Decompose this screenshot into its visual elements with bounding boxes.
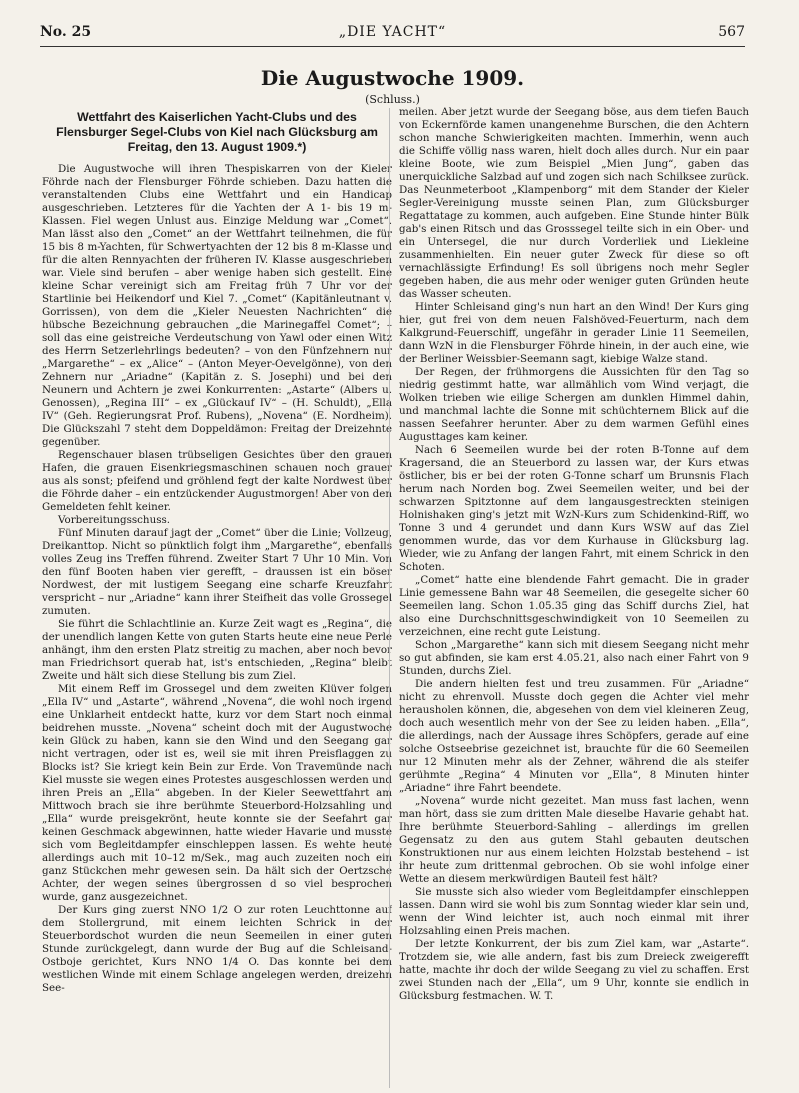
journal-name: „DIE YACHT“ [338, 24, 447, 40]
paragraph: Sie musste sich also wieder vom Begleitdampfer einschleppen lassen. Dann wird sie wohl bis zum Sonntag wieder klar sein und, wenn der Wind leichter ist, auch noch einmal mit ihrer Holzsahling einen Preis machen. [399, 886, 749, 937]
paragraph: Die andern hielten fest und treu zusammen. Für „Ariadne“ nicht zu ehrenvoll. Musste doch gegen die Achter viel mehr herausholen können, die, abgesehen von dem viel kleineren Zeug, doch auch wesentlich mehr von der See zu leiden haben. „Ella“, die allerdings, nach der Aussage ihres Schöpfers, gerade auf eine solche Ostseebrise gezeichnet ist, brauchte für die 60 Seemeilen nur 12 Minuten mehr als der Zehner, während die als steifer gerühmte „Regina“ 4 Minuten vor „Ella“, 8 Minuten hinter „Ariadne“ ihre Fahrt beendete. [399, 678, 749, 794]
paragraph: Fünf Minuten darauf jagt der „Comet“ über die Linie; Vollzeug, Dreikanttop. Nicht so pünktlich folgt ihm „Margarethe“, ebenfalls volles Zeug ins Treffen führend. Zweiter Start 7 Uhr 10 Min. Von den fünf Booten haben vier gerefft, – draussen ist ein böser Nordwest, der mit lustigem Seegang eine scharfe Kreuzfahrt verspricht – nur „Ariadne“ kann ihrer Steifheit das volle Grossegel zumuten. [42, 527, 392, 617]
paragraph: Die Augustwoche will ihren Thespiskarren von der Kieler Föhrde nach der Flensburger Föhrde schieben. Dazu hatten die veranstaltenden Clubs eine Wettfahrt und ein Handicap ausgeschrieben. Letzteres für die Yachten der A 1- bis 19 m-Klassen. Fiel wegen Unlust aus. Einzige Meldung war „Comet“. Man lässt also den „Comet“ an der Wettfahrt teilnehmen, die für 15 bis 8 m-Yachten, für Schwertyachten der 12 bis 8 m-Klasse und für die alten Rennyachten der früheren IV. Klasse ausgeschrieben war. Viele sind berufen – aber wenige haben sich gestellt. Eine kleine Schar vereinigt sich am Freitag früh 7 Uhr vor der Startlinie bei Heikendorf und Kiel 7. „Comet“ (Kapitänleutnant v. Gorrissen), von dem die „Kieler Neuesten Nachrichten“ die hübsche Bezeichnung gebrauchen „die Marinegaffel Comet“; – soll das eine geistreiche Verdeutschung von Yawl oder einen Witz des Herrn Setzerlehrlings bedeuten? – von den Fünfzehnern nur „Margarethe“ – ex „Alice“ – (Anton Meyer-Oevelgönne), von den Zehnern nur „Ariadne“ (Kapitän z. S. Josephi) und bei den Neunern und Achtern je zwei Konkurrenten: „Astarte“ (Albers u. Genossen), „Regina III“ – ex „Glückauf IV“ – (H. Schuldt), „Ella IV“ (Geh. Regierungsrat Prof. Rubens), „Novena“ (E. Nordheim). Die Glückszahl 7 steht dem Doppeldämon: Freitag der Dreizehnte gegenüber. [42, 163, 392, 448]
page-number: 567 [718, 24, 745, 40]
paragraph: Mit einem Reff im Grossegel und dem zweiten Klüver folgen „Ella IV“ und „Astarte“, während „Novena“, die wohl noch irgend eine Unklarheit entdeckt hatte, kurz vor dem Start noch einmal beidrehen musste. „Novena“ scheint doch mit der Augustwoche kein Glück zu haben, kann sie den Wind und den Seegang gar nicht vertragen, oder ist es, weil sie mit ihren Preisflaggen zu Blocks ist? Sie kriegt kein Bein zur Erde. Von Travemünde nach Kiel musste sie wegen eines Protestes ausgeschlossen werden und ihren Preis an „Ella“ abgeben. In der Kieler Seewettfahrt am Mittwoch brach sie ihre berühmte Steuerbord-Holzsahling und „Ella“ wurde preisgekrönt, heute konnte sie der Seefahrt gar keinen Geschmack abgewinnen, hatte wieder Havarie und musste sich vom Begleitdampfer einschleppen lassen. Es wehte heute allerdings auch mit 10–12 m/Sek., mag auch zuzeiten noch ein ganz Stückchen mehr gewesen sein. Da hält sich der Oertzsche Achter, der wegen seines übergrossen d so viel besprochen wurde, ganz ausgezeichnet. [42, 683, 392, 903]
header-rule [40, 46, 745, 47]
right-column [399, 106, 749, 1091]
paragraph: Hinter Schleisand ging's nun hart an den Wind! Der Kurs ging hier, gut frei von dem neuen Falshöved-Feuerturm, nach dem Kalkgrund-Feuerschiff, ungefähr in gerader Linie 11 Seemeilen, dann WzN in die Flensburger Föhrde hinein, in der auch eine, wie der Berliner Weissbier-Seemann sagt, kiebige Walze stand. [399, 301, 749, 365]
column-divider [389, 108, 390, 1088]
paragraph: meilen. Aber jetzt wurde der Seegang böse, aus dem tiefen Bauch von Eckernförde kamen unangenehme Burschen, die den Achtern schon manche Schwierigkeiten machten. Immerhin, wenn auch die Schiffe völlig nass waren, hielt doch alles durch. Nur ein paar kleine Boote, wie zum Beispiel „Mien Jung“, gaben das unerquickliche Salzbad auf und zogen sich nach Schilksee zurück. Das Neunmeterboot „Klampenborg“ mit dem Stander der Kieler Segler-Vereinigung musste seinen Plan, zum Glücksburger Regattatage zu kommen, auch aufgeben. Eine Stunde hinter Bülk gab's einen Ritsch und das Grosssegel teilte sich in ein Ober- und ein Untersegel, die nur durch Vorderliek und Liekleine zusammenhielten. Ein neuer guter Zweck für diese so oft vernachlässigte Erfindung! Es soll übrigens noch mehr Segler gegeben haben, die aus mehr oder weniger guten Gründen heute das Wasser scheuten. [399, 106, 749, 300]
paragraph: Der Kurs ging zuerst NNO 1/2 O zur roten Leuchttonne auf dem Stollergrund, mit einem leichten Schrick in der Steuerbordschot wurden die neun Seemeilen in einer guten Stunde zurückgelegt, dann wurde der Bug auf die Schleisand-Ostboje gerichtet, Kurs NNO 1/4 O. Das konnte bei dem westlichen Winde mit einem Schlage angelegen werden, dreizehn See- [42, 904, 392, 994]
left-column [42, 110, 392, 1090]
issue-number: No. 25 [40, 24, 92, 40]
section-title: Wettfahrt des Kaiserlichen Yacht-Clubs und des Flensburger Segel-Clubs von Kiel nach Glücksburg am Freitag, den 13. August 1909.*) [56, 110, 378, 154]
paragraph: Sie führt die Schlachtlinie an. Kurze Zeit wagt es „Regina“, die der unendlich langen Kette von guten Starts heute eine neue Perle anhängt, ihm den ersten Platz streitig zu machen, aber noch bevor man Friedrichsort querab hat, ist's entschieden, „Regina“ bleibt Zweite und hält sich diese Stellung bis zum Ziel. [42, 618, 392, 682]
paragraph: „Novena“ wurde nicht gezeitet. Man muss fast lachen, wenn man hört, dass sie zum dritten Male dieselbe Havarie gehabt hat. Ihre berühmte Steuerbord-Sahling – allerdings im grellen Gegensatz zu den aus gutem Stahl gebauten deutschen Konstruktionen nur aus einem leichten Holzstab bestehend – ist ihr heute zum drittenmal gebrochen. Ob sie wohl infolge einer Wette an diesem merkwürdigen Bauteil fest hält? [399, 795, 749, 885]
paragraph: Regenschauer blasen trübseligen Gesichtes über den grauen Hafen, die grauen Eisenkriegsmaschinen schauen noch grauer aus als sonst; pfeifend und gröhlend fegt der kalte Nordwest über die Föhrde daher – ein entzückender Augustmorgen! Aber von den Gemeldeten fehlt keiner. [42, 449, 392, 513]
paragraph: „Comet“ hatte eine blendende Fahrt gemacht. Die in grader Linie gemessene Bahn war 48 Seemeilen, die gesegelte sicher 60 Seemeilen lang. Schon 1.05.35 ging das Schiff durchs Ziel, hat also eine Durchschnittsgeschwindigkeit von 10 Seemeilen zu verzeichnen, eine recht gute Leistung. [399, 574, 749, 638]
paragraph: Schon „Margarethe“ kann sich mit diesem Seegang nicht mehr so gut abfinden, sie kam erst 4.05.21, also nach einer Fahrt von 9 Stunden, durchs Ziel. [399, 639, 749, 677]
paragraph: Der Regen, der frühmorgens die Aussichten für den Tag so niedrig gestimmt hatte, war allmählich vom Wind verjagt, die Wolken trieben wie eilige Schergen am dunklen Himmel dahin, und manchmal lachte die Sonne mit schüchternem Blick auf die nassen Seefahrer herunter. Aber zu dem warmen Gefühl eines Augusttages kam keiner. [399, 366, 749, 443]
paragraph: Der letzte Konkurrent, der bis zum Ziel kam, war „Astarte“. Trotzdem sie, wie alle andern, fast bis zum Dreieck zweigerefft hatte, machte ihr doch der wilde Seegang zu viel zu schaffen. Erst zwei Stunden nach der „Ella“, um 9 Uhr, konnte sie endlich in Glücksburg festmachen. W. T. [399, 938, 749, 1002]
article-subtitle: (Schluss.) [365, 93, 420, 106]
article-title: Die Augustwoche 1909. [260, 66, 525, 90]
page-header [40, 24, 745, 44]
paragraph: Nach 6 Seemeilen wurde bei der roten B-Tonne auf dem Kragersand, die an Steuerbord zu lassen war, der Kurs etwas östlicher, bis er bei der roten G-Tonne scharf um Brunsnis Flach herum nach Norden bog. Zwei Seemeilen weiter, und bei der schwarzen Spitztonne auf dem langausgestreckten steinigen Holnishaken ging's jetzt mit WzN-Kurs zum Schidenkind-Riff, wo Tonne 3 und 4 gerundet und dann Kurs WSW auf das Ziel genommen wurde, das vor dem Kurhause in Glücksburg lag. Wieder, wie zu Anfang der langen Fahrt, mit einem Schrick in den Schoten. [399, 444, 749, 573]
paragraph: Vorbereitungsschuss. [58, 514, 171, 526]
